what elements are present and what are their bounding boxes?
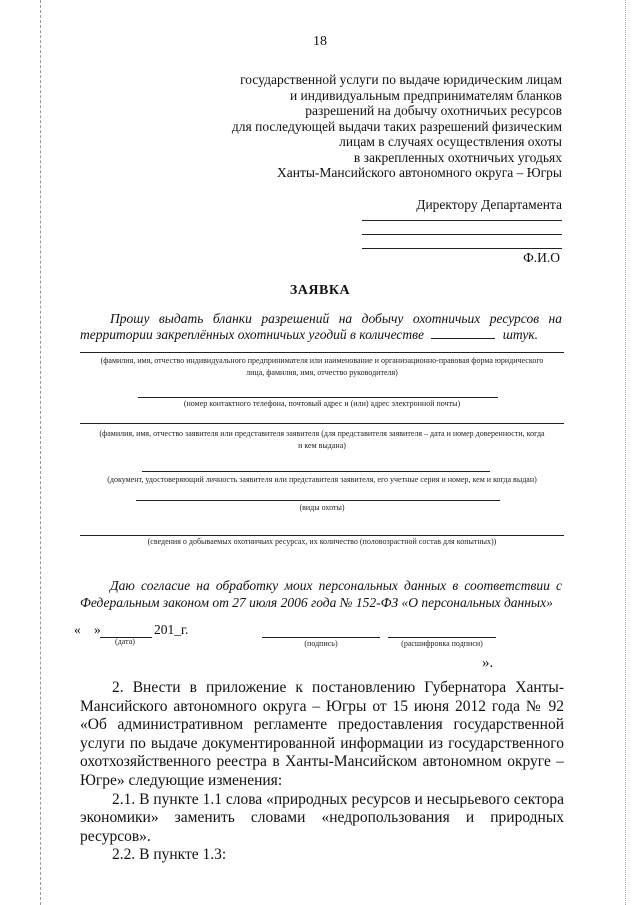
caption-date: (дата) [115,637,135,646]
hunting-types-line [136,500,500,501]
amendment-paragraph: 2.2. В пункте 1.3: [112,846,227,864]
header-line: для последующей выдачи таких разрешений физическим [231,118,562,134]
caption-applicant: (фамилия, имя, отчество индивидуального предпринимателя или наименование и организационно-правовая форма юридического лица, фамилия, имя, отчество руководителя) [100,356,544,377]
scan-edge-right [625,0,626,905]
amendment-paragraph: 2. Внести в приложение к постановлению Губернатора Ханты-Мансийского автономного округа – Югры от 15 июня 2012 года № 92 «Об административном регламенте предоставления государственной услуги по выдаче документированной информации из государственного охотхозяйственного реестра в Ханты-Мансийском автономном округе – Югре» следующие изменения: [80,679,564,789]
date-quote-open: « [74,622,81,637]
scan-edge-left [40,0,41,905]
consent-line-1: Даю согласие на обработку моих персональных данных в соответствии с [110,578,562,593]
amendment-paragraph: 2.1. В пункте 1.1 слова «природных ресурсов и несырьевого сектора экономики» заменить словами «недропользования и природных ресурсов». [80,790,564,845]
header-line: разрешений на добычу охотничьих ресурсов [305,103,562,118]
header-line: и индивидуальным предпринимателям бланков [289,87,562,103]
request-line-2 [80,327,538,343]
header-line: государственной услуги по выдаче юридическим лицам [240,72,562,87]
date-year: 201_г. [154,622,189,637]
quantity-blank [431,327,495,339]
caption-hunting-types: (виды охоты) [299,503,345,512]
addressee-line [362,248,562,249]
appendix-header [232,72,562,181]
header-line: Ханты-Мансийского автономного округа – Югры [277,165,562,180]
addressee: Директору Департамента [416,197,562,212]
addressee-line [362,234,562,235]
request-unit: штук. [502,327,539,342]
header-line: лицам в случаях осуществления охоты [339,134,562,149]
identity-line [142,471,490,472]
page-number: 18 [313,34,327,49]
caption-identity-doc: (документ, удостоверяющий личность заявителя или представителя заявителя, его учетные серия и номер, кем и когда выдан) [107,475,537,484]
request-text: территории закреплённых охотничьих угодий в количестве [80,327,424,342]
request-line-1: Прошу выдать бланки разрешений на добычу охотничьих ресурсов на [110,311,562,326]
caption-contacts: (номер контактного телефона, почтовый адрес и (или) адрес электронной почты) [183,399,461,408]
representative-line [80,423,564,424]
addressee-line [362,220,562,221]
date-quote-close: » [94,622,101,637]
caption-resources: (сведения о добываемых охотничьих ресурсах, их количество (половозрастной состав для копытных)) [147,537,497,546]
consent-line-2: Федеральным законом от 27 июля 2006 года № 152-ФЗ «О персональных данных» [80,595,553,610]
fio-label: Ф.И.О [523,250,560,265]
header-line: в закрепленных охотничьих угодьях [353,149,562,165]
applicant-line [80,352,564,353]
caption-representative: (фамилия, имя, отчество заявителя или представителя заявителя (для представителя заявителя – дата и номер доверенности, когда и кем выдана) [99,429,545,450]
document-title: ЗАЯВКА [289,283,351,298]
caption-signature-decode: (расшифровка подписи) [401,639,483,648]
amendments-text [80,679,564,865]
closing-quote: ». [482,655,494,671]
caption-signature: (подпись) [304,639,338,648]
